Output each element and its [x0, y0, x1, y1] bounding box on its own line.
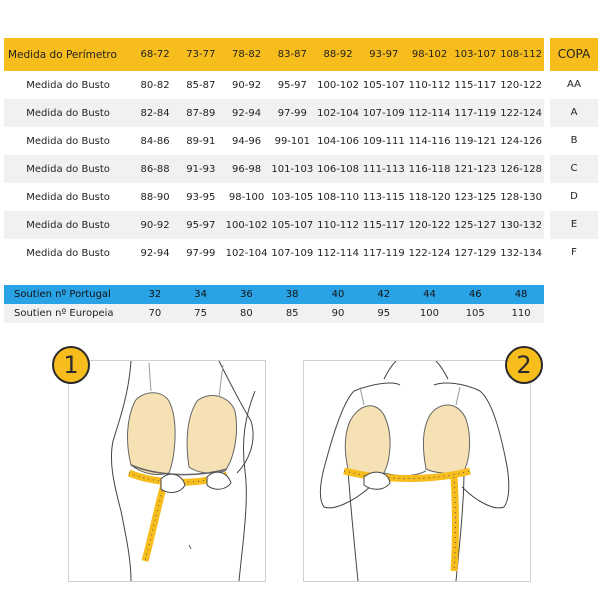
- bust-range-cell: 104-106: [317, 135, 359, 147]
- bust-range-cell: 114-116: [408, 135, 451, 147]
- bust-range-cell: 105-107: [362, 79, 405, 91]
- bust-measure-figure: [304, 361, 530, 581]
- cup-cell: E: [550, 211, 598, 239]
- bust-range-cell: 113-115: [362, 191, 405, 203]
- underbust-measure-figure: [69, 361, 265, 581]
- bust-range-cell: 102-104: [225, 247, 268, 259]
- bust-range-cell: 108-110: [317, 191, 359, 203]
- europe-size: 80: [224, 304, 270, 323]
- perimeter-size-header: 108-112: [498, 38, 544, 71]
- cup-cell: F: [571, 247, 577, 258]
- bust-range-cell: 90-92: [232, 79, 262, 91]
- bust-range-cell: 93-95: [186, 191, 216, 203]
- bust-range-cell: 80-82: [140, 79, 170, 91]
- bust-range-cell: 103-105: [271, 191, 314, 203]
- bust-range-cell: 97-99: [186, 247, 216, 259]
- bust-range-cell: 116-118: [407, 155, 453, 183]
- bust-range-cell: 111-113: [361, 155, 407, 183]
- bust-range-cell: 97-99: [269, 99, 315, 127]
- perimeter-size-header: 88-92: [315, 38, 361, 71]
- portugal-size: 42: [361, 285, 407, 304]
- bust-range-cell: 119-121: [454, 135, 497, 147]
- table-row: [4, 183, 544, 211]
- bust-range-cell: 128-130: [500, 191, 542, 203]
- bust-range-cell: 117-119: [452, 99, 498, 127]
- bust-range-cell: 124-126: [500, 135, 542, 147]
- perimeter-header: Medida do Perímetro: [4, 38, 132, 71]
- europe-size: 105: [452, 304, 498, 323]
- bust-label: Medida do Busto: [26, 79, 110, 91]
- portugal-size: 36: [224, 285, 270, 304]
- europe-size: 90: [315, 304, 361, 323]
- bust-range-cell: 85-87: [186, 79, 216, 91]
- cup-cell: B: [570, 135, 578, 146]
- bust-range-cell: 112-114: [317, 247, 359, 259]
- table-row: [4, 71, 544, 99]
- perimeter-size-header: 83-87: [269, 38, 315, 71]
- size-table: [4, 38, 544, 267]
- bust-range-cell: 120-122: [407, 211, 453, 239]
- bust-range-cell: 110-112: [315, 211, 361, 239]
- bust-range-cell: 91-93: [178, 155, 224, 183]
- bust-range-cell: 84-86: [140, 135, 170, 147]
- cup-header: COPA: [550, 38, 598, 71]
- bust-range-cell: 82-84: [132, 99, 178, 127]
- table-row: [4, 239, 544, 267]
- perimeter-size-header: 68-72: [132, 38, 178, 71]
- table-row: [4, 211, 544, 239]
- bust-range-cell: 127-129: [454, 247, 497, 259]
- bust-range-cell: 86-88: [132, 155, 178, 183]
- bust-range-cell: 130-132: [498, 211, 544, 239]
- bust-range-cell: 106-108: [315, 155, 361, 183]
- bust-range-cell: 95-97: [178, 211, 224, 239]
- bust-range-cell: 122-124: [408, 247, 451, 259]
- bust-range-cell: 109-111: [362, 135, 405, 147]
- bust-range-cell: 110-112: [408, 79, 451, 91]
- bust-range-cell: 121-123: [452, 155, 498, 183]
- step-1-illustration: [68, 360, 266, 582]
- portugal-label: Soutien nº Portugal: [4, 285, 132, 304]
- bust-range-cell: 118-120: [408, 191, 451, 203]
- perimeter-size-header: 73-77: [178, 38, 224, 71]
- perimeter-size-header: 98-102: [407, 38, 453, 71]
- bust-range-cell: 96-98: [224, 155, 270, 183]
- bust-range-cell: 98-100: [228, 191, 265, 203]
- bust-range-cell: 115-117: [454, 79, 497, 91]
- portugal-size: 40: [315, 285, 361, 304]
- bust-range-cell: 87-89: [178, 99, 224, 127]
- bust-range-cell: 105-107: [269, 211, 315, 239]
- europe-size: 70: [132, 304, 178, 323]
- bust-range-cell: 115-117: [361, 211, 407, 239]
- portugal-size: 38: [269, 285, 315, 304]
- cup-cell: C: [550, 155, 598, 183]
- europe-size: 85: [269, 304, 315, 323]
- perimeter-size-header: 103-107: [452, 38, 498, 71]
- cup-cell: D: [570, 191, 578, 202]
- portugal-size: 46: [452, 285, 498, 304]
- step-2-badge: 2: [505, 346, 543, 384]
- bust-range-cell: 92-94: [224, 99, 270, 127]
- cup-cell: AA: [567, 79, 581, 90]
- step-2-illustration: [303, 360, 531, 582]
- bust-range-cell: 107-109: [361, 99, 407, 127]
- europe-size-row: [4, 304, 544, 323]
- bust-range-cell: 95-97: [277, 79, 307, 91]
- table-row: [4, 155, 544, 183]
- bust-label: Medida do Busto: [4, 155, 132, 183]
- bust-range-cell: 123-125: [454, 191, 497, 203]
- portugal-size: 44: [407, 285, 453, 304]
- bust-range-cell: 100-102: [224, 211, 270, 239]
- step-1-badge: 1: [52, 346, 90, 384]
- bust-range-cell: 90-92: [132, 211, 178, 239]
- bust-range-cell: 88-90: [140, 191, 170, 203]
- table-header-row: [4, 38, 544, 71]
- bust-range-cell: 89-91: [186, 135, 216, 147]
- europe-size: 100: [407, 304, 453, 323]
- bust-range-cell: 112-114: [407, 99, 453, 127]
- cup-cell: A: [550, 99, 598, 127]
- portugal-size: 32: [132, 285, 178, 304]
- bust-range-cell: 94-96: [232, 135, 262, 147]
- bust-range-cell: 99-101: [274, 135, 311, 147]
- perimeter-size-header: 78-82: [224, 38, 270, 71]
- bust-range-cell: 122-124: [498, 99, 544, 127]
- portugal-size: 48: [498, 285, 544, 304]
- bust-range-cell: 126-128: [498, 155, 544, 183]
- europe-size: 95: [361, 304, 407, 323]
- portugal-size: 34: [178, 285, 224, 304]
- bust-label: Medida do Busto: [26, 191, 110, 203]
- bust-label: Medida do Busto: [4, 99, 132, 127]
- table-row: [4, 127, 544, 155]
- bust-range-cell: 117-119: [362, 247, 405, 259]
- bust-range-cell: 125-127: [452, 211, 498, 239]
- bust-range-cell: 92-94: [140, 247, 170, 259]
- bust-range-cell: 102-104: [315, 99, 361, 127]
- europe-size: 75: [178, 304, 224, 323]
- bust-range-cell: 132-134: [500, 247, 542, 259]
- bust-range-cell: 101-103: [269, 155, 315, 183]
- conversion-table: [4, 285, 544, 323]
- europe-size: 110: [498, 304, 544, 323]
- bust-label: Medida do Busto: [26, 247, 110, 259]
- table-row: [4, 99, 544, 127]
- bust-range-cell: 100-102: [317, 79, 359, 91]
- europe-label: Soutien nº Europeia: [4, 304, 132, 323]
- bust-range-cell: 120-122: [500, 79, 542, 91]
- portugal-size-row: [4, 285, 544, 304]
- cup-column: [550, 38, 598, 267]
- perimeter-size-header: 93-97: [361, 38, 407, 71]
- bust-label: Medida do Busto: [26, 135, 110, 147]
- bust-label: Medida do Busto: [4, 211, 132, 239]
- bust-range-cell: 107-109: [271, 247, 314, 259]
